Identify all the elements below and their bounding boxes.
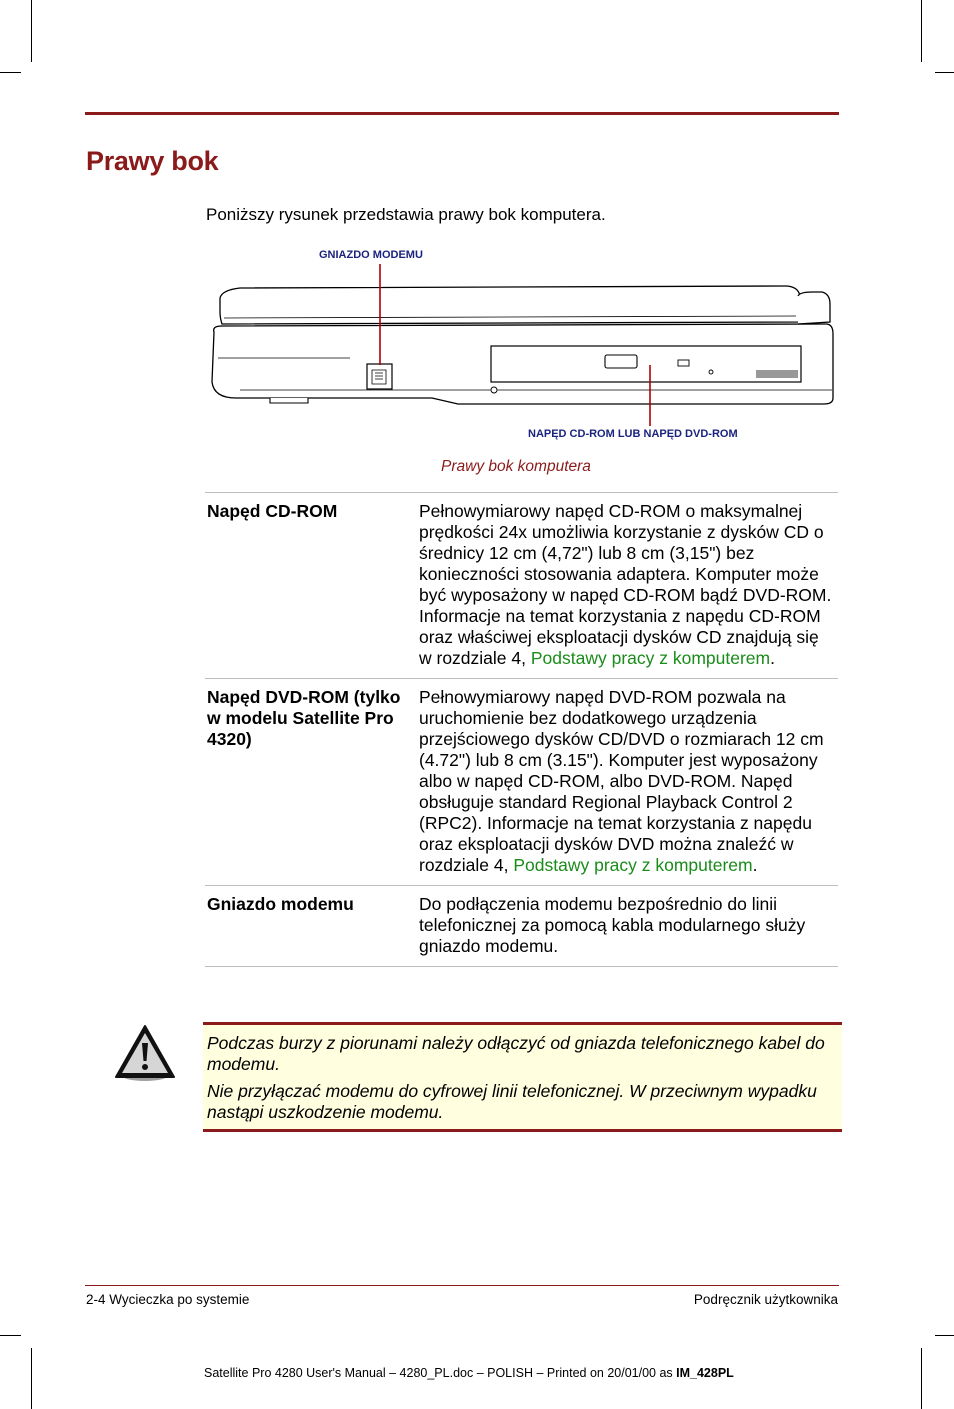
warning-box <box>203 1022 842 1132</box>
modem-jack-icon <box>367 364 392 389</box>
description-end: . <box>752 855 758 875</box>
table-row <box>205 493 838 679</box>
description-text: Pełnowymiarowy napęd DVD-ROM pozwala na uruchomienie bez dodatkowego urządzenia przejściowego dysków CD/DVD o rozmiarach 12 cm (4.72") lub 8 cm (3.15"). Komputer jest wyposażony albo w napęd CD-ROM, albo DVD-ROM. Napęd obsługuje standard Regional Playback Control 2 (RPC2). Informacje na temat korzystania z napędu oraz eksploatacji dysków DVD można znaleźć w rozdziale 4, <box>419 687 824 875</box>
lid-hinge <box>798 292 830 324</box>
optical-drive-bay <box>491 346 801 382</box>
description-end: . <box>770 648 775 668</box>
description-text: Pełnowymiarowy napęd CD-ROM o maksymalnej prędkości 24x umożliwia korzystanie z dysków CD o średnicy 12 cm (4,72") lub 8 cm (3,15") bez konieczności stosowania adaptera. Komputer może być wyposażony w napęd CD-ROM bądź DVD-ROM. Informacje na temat korzystania z napędu CD-ROM oraz właściwej eksploatacji dysków CD znajdują się w rozdziale 4, <box>419 501 832 668</box>
callout-drive-label: NAPĘD CD-ROM LUB NAPĘD DVD-ROM <box>528 428 738 440</box>
print-info <box>204 1366 734 1380</box>
footer-section-label: 2-4 Wycieczka po systemie <box>86 1292 250 1307</box>
laptop-right-side-figure <box>200 262 840 432</box>
spec-table <box>205 492 838 967</box>
chapter-link[interactable]: Podstawy pracy z komputerem <box>530 648 771 668</box>
footer-manual-title: Podręcznik użytkownika <box>693 1292 838 1307</box>
drive-led <box>678 360 689 366</box>
crop-mark <box>921 1348 922 1409</box>
crop-mark <box>935 1335 954 1336</box>
warning-line-1: Podczas burzy z piorunami należy odłączyć od gniazda telefonicznego kabel do modemu. <box>207 1033 825 1074</box>
base-screw <box>491 387 497 393</box>
crop-mark <box>31 0 32 62</box>
description-cdrom <box>417 493 838 679</box>
laptop-lid <box>220 286 800 324</box>
callout-modem-label: GNIAZDO MODEMU <box>319 249 423 261</box>
drive-emergency-eject <box>709 370 713 374</box>
warning-line-2: Nie przyłączać modemu do cyfrowej linii telefonicznej. W przeciwnym wypadku nastąpi uszkodzenie modemu. <box>207 1081 817 1122</box>
drive-eject-button <box>605 355 637 368</box>
crop-mark <box>0 1335 21 1336</box>
description-dvdrom <box>417 679 838 886</box>
chapter-link[interactable]: Podstawy pracy z komputerem <box>513 855 753 875</box>
crop-mark <box>935 72 954 73</box>
laptop-foot <box>270 398 308 403</box>
table-row <box>205 886 838 967</box>
crop-mark <box>0 72 21 73</box>
footer-rule <box>85 1285 839 1286</box>
warning-icon <box>113 1023 177 1083</box>
crop-mark <box>921 0 922 62</box>
crop-mark <box>31 1348 32 1409</box>
description-modem-jack <box>417 886 838 967</box>
intro-text: Poniższy rysunek przedstawia prawy bok komputera. <box>206 205 606 224</box>
print-code: IM_428PL <box>676 1366 734 1380</box>
description-text: Do podłączenia modemu bezpośrednio do linii telefonicznej za pomocą kabla modularnego służy gniazdo modemu. <box>419 894 806 956</box>
figure-caption: Prawy bok komputera <box>441 458 591 475</box>
term-cdrom: Napęd CD-ROM <box>205 493 417 679</box>
table-row <box>205 679 838 886</box>
header-rule <box>85 112 839 115</box>
page-title: Prawy bok <box>86 146 219 176</box>
print-info-text: Satellite Pro 4280 User's Manual – 4280_PL.doc – POLISH – Printed on 20/01/00 as <box>204 1366 677 1380</box>
drive-vent-grille <box>757 370 797 378</box>
term-modem-jack: Gniazdo modemu <box>205 886 417 967</box>
term-dvdrom: Napęd DVD-ROM (tylko w modelu Satellite Pro 4320) <box>205 679 417 886</box>
